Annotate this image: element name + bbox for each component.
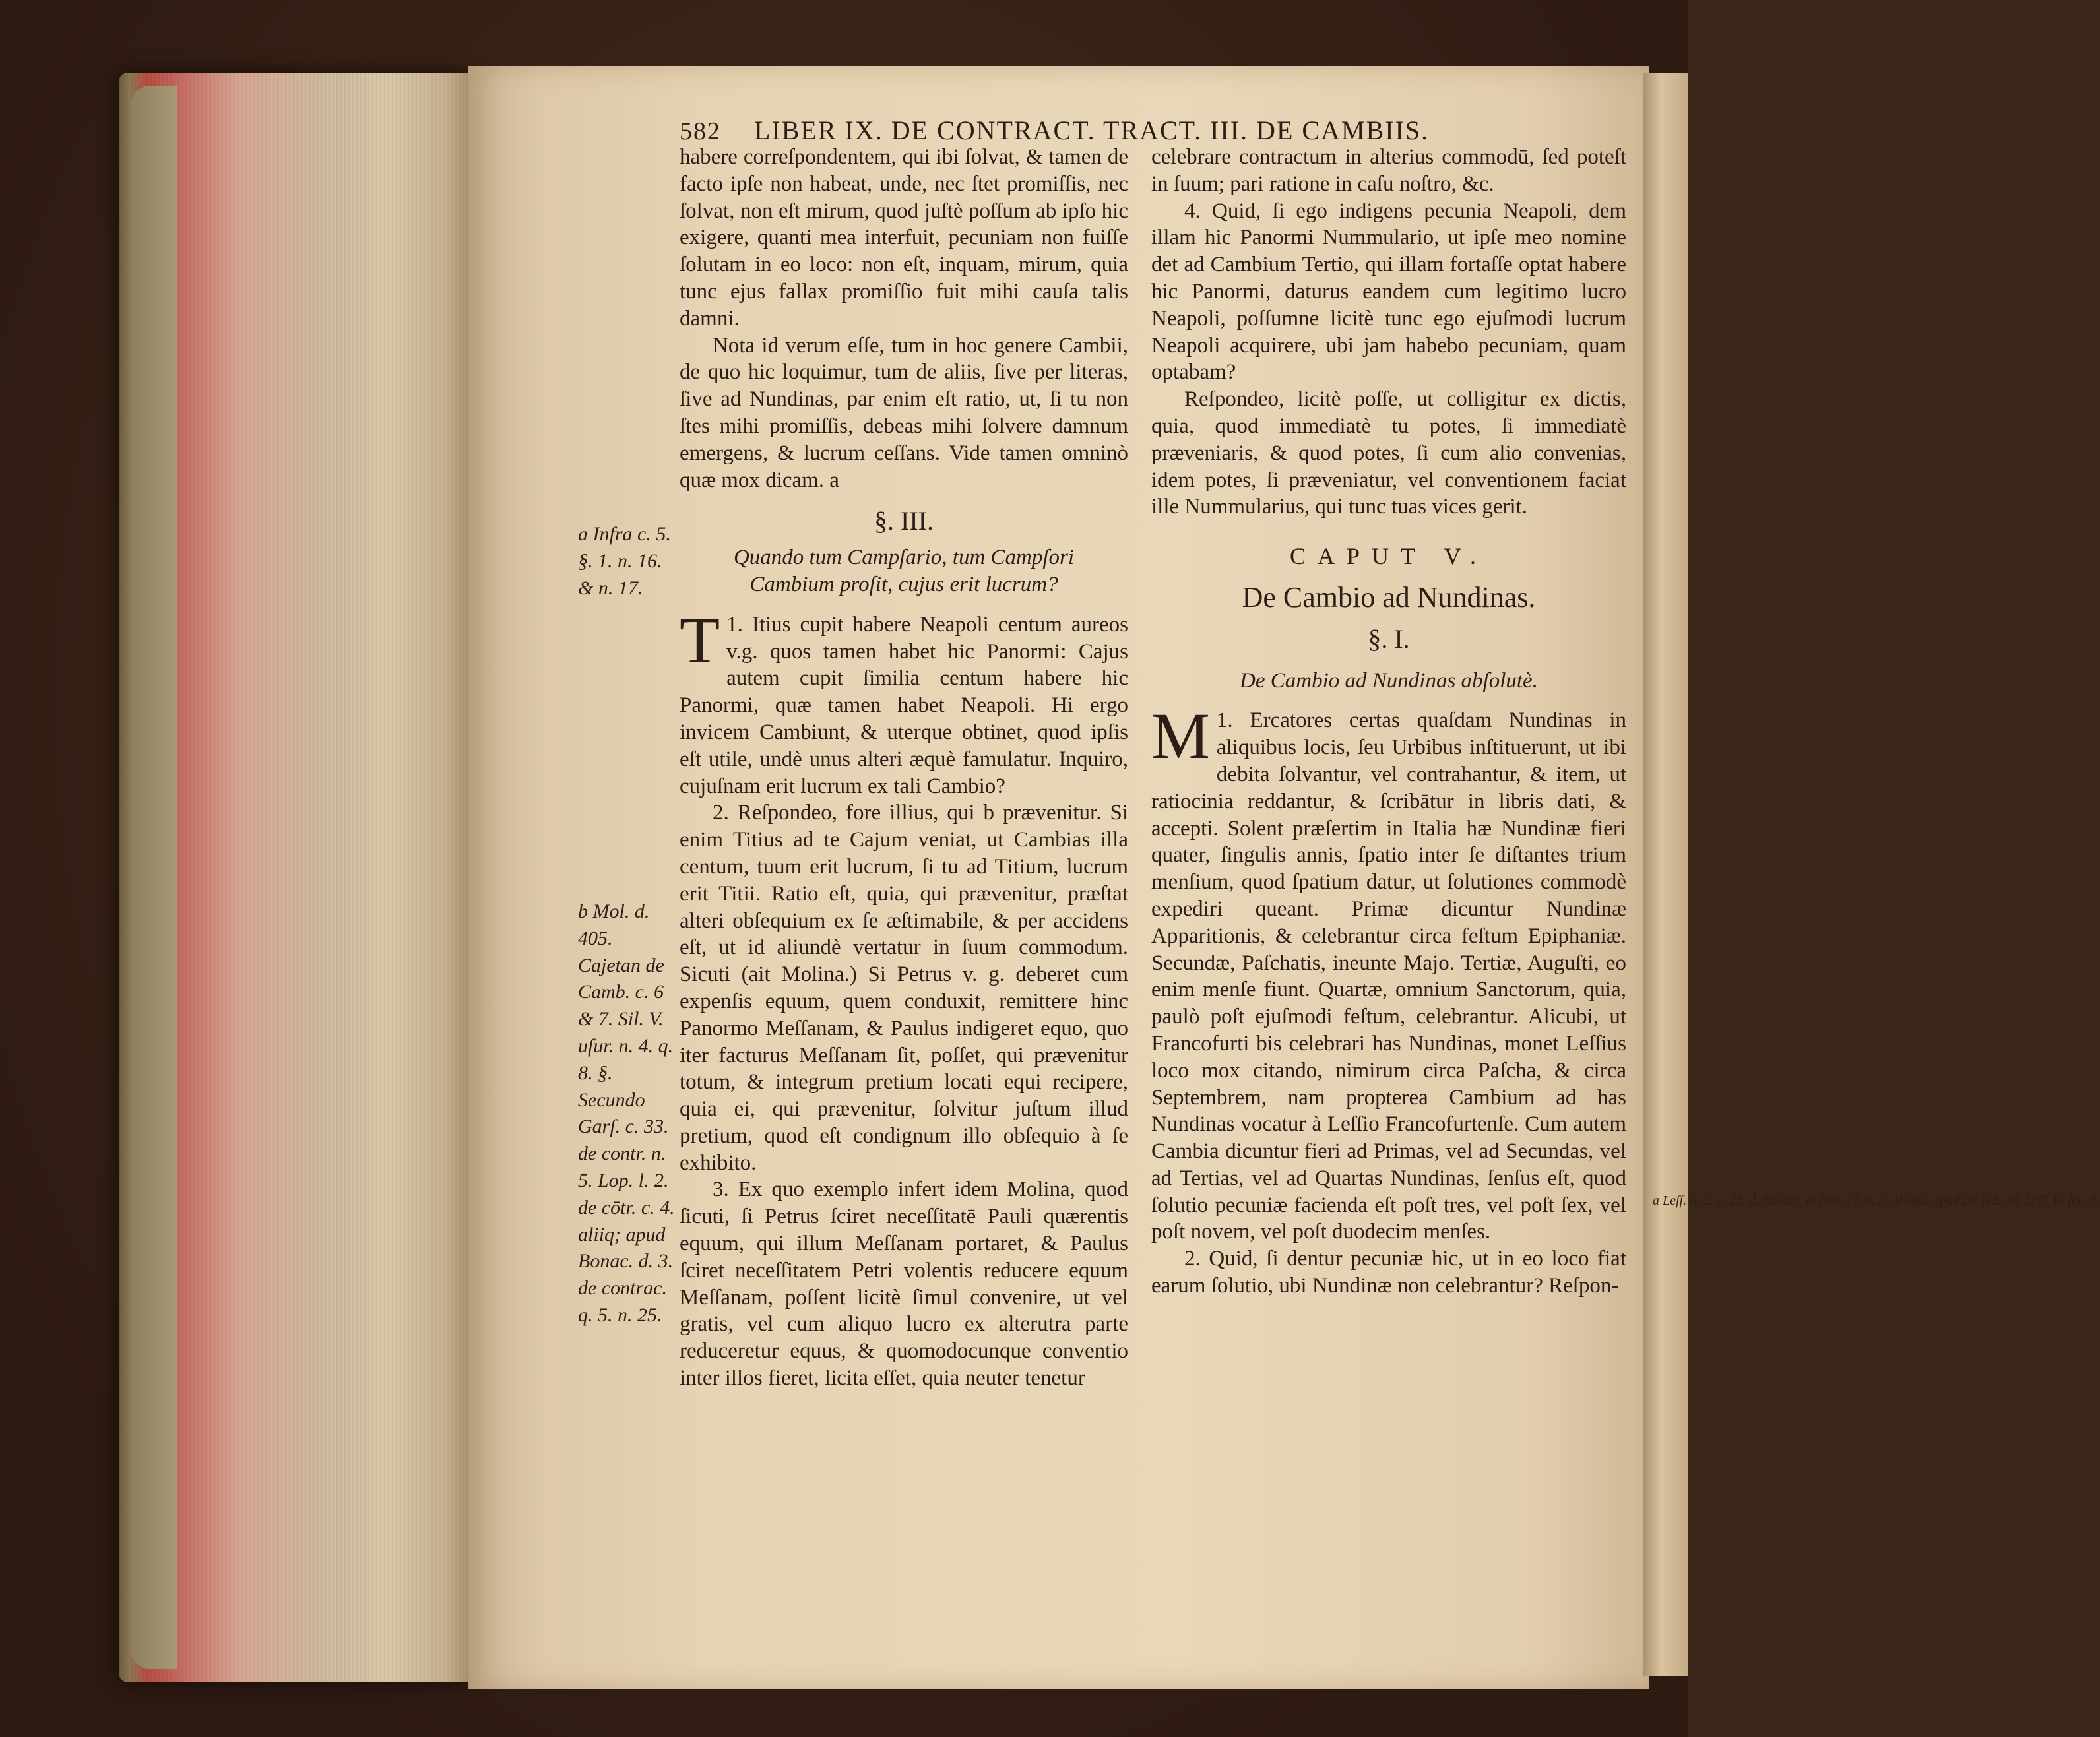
- section-heading: §. III.: [874, 506, 934, 536]
- paragraph: 2. Quid, ſi dentur pecuniæ hic, ut in eo loco fiat earum ſolutio, ubi Nundinæ non celebrantur? Reſpon-: [1151, 1247, 1626, 1298]
- section-heading: §. I.: [1368, 623, 1410, 654]
- paragraph-text: Itius cupit habere Neapoli centum aureos v.g. quos tamen habet hic Panormi: Cajus autem cupit ſimilia centum habere hic Panormi, quæ tamen habet Neapoli. Hi ergo invicem Cambiunt, & uterque obtinet, quod ipſis eſt utile, undè unus alteri æquè famulatur. Inquiro, cujuſnam erit lucrum ex tali Cambio?: [680, 612, 1128, 798]
- paragraph: 3. Ex quo exemplo infert idem Molina, quod ſicuti, ſi Petrus ſciret neceſſitatē Pauli quærentis equum, qui illum Meſſanam portaret, & Paulus ſciret neceſſitatem Petri volentis reducere equum Meſſanam, poſſent licitè ſimul convenire, ut vel gratis, vel cum aliquo lucro ex alterutra parte reduceretur equus, & quomodocunque conventio inter illos fieret, licita eſſet, quia neuter tenetur: [680, 1178, 1128, 1391]
- section-title: Quando tum Campſario, tum Campſori Cambium proſit, cujus erit lucrum?: [733, 546, 1075, 596]
- paragraph: [1151, 699, 1627, 1246]
- paragraph: [680, 603, 1128, 800]
- running-title: LIBER IX. DE CONTRACT. TRACT. III. DE CAMBIIS.: [754, 115, 1430, 145]
- margin-note-facing-page: a Leſſ. li. 2. c. 23. d. Navarr. in ſum. 17. n. 3. Aliique apud De jud. 38. Leſſ. 10 ſec. 3.: [1653, 1193, 2100, 1208]
- paragraph: Reſpondeo, licitè poſſe, ut colligitur ex dictis, quia, quod immediatè tu potes, ſi immediatè præveniaris, & quod potes, ſi cum alio convenias, idem potes, ſi præveniatur, vel conventionem faciat ille Nummularius, qui tunc tuas vices gerit.: [1151, 387, 1626, 519]
- page-number: 582: [680, 117, 721, 145]
- chapter-heading: CAPUT V.: [1289, 543, 1488, 570]
- paragraph: celebrare contractum in alterius commodū, ſed poteſt in ſuum; pari ratione in caſu noſtro, &c.: [1151, 145, 1626, 196]
- running-header: [680, 115, 1517, 146]
- paragraph: 2. Reſpondeo, fore illius, qui b prævenitur. Si enim Titius ad te Cajum veniat, ut Cambias illa centum, tuum erit lucrum, ſi tu ad Titium, lucrum erit Titii. Ratio eſt, quia, qui prævenitur, præſtat alteri obſequium ex ſe æſtimabile, & per accidens eſt, ut id aliundè vertatur in ſuum commodum. Sicuti (ait Molina.) Si Petrus v. g. deberet cum expenſis equum, quem conduxit, remittere hinc Panormo Meſſanam, & Paulus indigeret equo, quo iter facturus Meſſanam ſit, poſſet, qui prævenitur totum, & integrum pretium locati equi recipere, quia ei, qui prævenitur, ſolvitur juſtum illud pretium, quod eſt condignum illo obſequio à ſe exhibito.: [680, 801, 1128, 1175]
- left-column: [680, 144, 1128, 1392]
- drop-cap: T: [680, 603, 720, 677]
- paragraph-number: 1.: [726, 612, 743, 637]
- margin-note: a Infra c. 5. §. 1. n. 16. & n. 17.: [578, 523, 671, 599]
- paragraph: 4. Quid, ſi ego indigens pecunia Neapoli, dem illam hic Panormi Nummulario, ut ipſe meo nomine det ad Cambium Tertio, qui illam fortaſſe optat habere hic Panormi, daturus eandem cum legitimo lucro Neapoli, poſſumne licitè tunc ego ejuſmodi lucrum Neapoli acquirere, ubi jam habebo pecuniam, quam optabam?: [1151, 199, 1626, 385]
- right-column: [1151, 144, 1626, 1300]
- margin-note: b Mol. d. 405. Cajetan de Camb. c. 6 & 7. Sil. V. uſur. n. 4. q. 8. §. Secundo Garſ. c. 33. de contr. n. 5. Lop. l. 2. de cōtr. c. 4. aliiq; apud Bonac. d. 3. de contrac. q. 5. n. 25.: [578, 900, 675, 1326]
- section-title: De Cambio ad Nundinas abſolutè.: [1240, 668, 1538, 693]
- book-cover-edge: [131, 86, 177, 1669]
- paragraph: habere correſpondentem, qui ibi ſolvat, & tamen de facto ipſe non habeat, unde, nec ſtet promiſſis, nec ſolvat, non eſt mirum, quod juſtè poſſum ab ipſo hic exigere, quanti mea interfuit, pecuniam non fuiſſe ſolutam in eo loco: non eſt, inquam, mirum, quia tunc ejus fallax promiſſio fuit mihi cauſa talis damni.: [680, 145, 1128, 331]
- paragraph-number: 1.: [1216, 709, 1233, 733]
- drop-cap: M: [1151, 699, 1210, 773]
- paragraph: Nota id verum eſſe, tum in hoc genere Cambii, de quo hic loquimur, tum de aliis, ſive per literas, ſive ad Nundinas, par enim eſt ratio, ut, ſi tu non ſtes mihi promiſſis, debeas mihi ſolvere damnum emergens, & lucrum ceſſans. Vide tamen omninò quæ mox dicam. a: [680, 333, 1128, 492]
- paragraph-text: Ercatores certas quaſdam Nundinas in aliquibus locis, ſeu Urbibus inſtituerunt, ut ibi debita ſolvantur, vel contrahantur, & item, ut ratiocinia reddantur, & ſcribātur in libris dati, & accepti. Solent præſertim in Italia hæ Nundinæ fieri quater, ſingulis annis, ſpatio inter ſe diſtantes trium menſium, quod ſpatium datur, ut ſolutiones commodè expediri queant. Primæ dicuntur Nundinæ Apparitionis, & celebrantur circa feſtum Epiphaniæ. Secundæ, Paſchatis, ineunte Majo. Tertiæ, Auguſti, eo enim menſe fiunt. Quartæ, omnium Sanctorum, quia, paulò poſt ejuſmodi feſtum, celebrantur. Alicubi, ut Francofurti bis celebrari has Nundinas, monet Leſſius loco mox citando, nimirum circa Paſcha, & circa Septembrem, nam propterea Cambium ad has Nundinas vocatur à Leſſio Francofurtenſe. Cum autem Cambia dicuntur fieri ad Primas, vel ad Secundas, vel ad Tertias, vel ad Quartas Nundinas, ſenſus eſt, quod ſolutio pecuniæ facienda eſt poſt tres, vel poſt ſex, vel poſt novem, vel poſt duodecim menſes.: [1151, 709, 1627, 1244]
- chapter-title: De Cambio ad Nundinas.: [1242, 581, 1536, 614]
